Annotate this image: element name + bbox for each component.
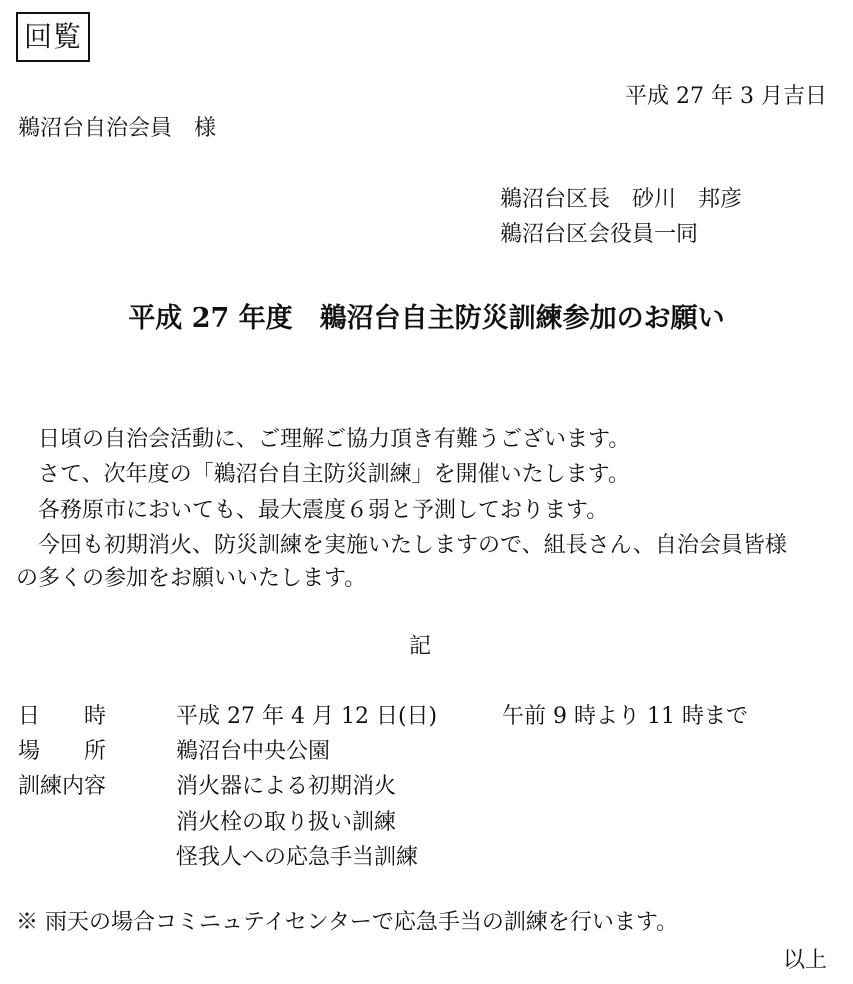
body-text: 今回も初期消火、防災訓練を実施いたしますので、組長さん、自治会員皆様 bbox=[38, 533, 787, 558]
body-paragraph-1 bbox=[16, 427, 846, 453]
body-text: 日頃の自治会活動に、ご理解ご協力頂き有難うございます。 bbox=[38, 427, 631, 452]
body-paragraph-2 bbox=[16, 462, 846, 488]
body-paragraph-3 bbox=[16, 498, 846, 524]
place-label: 場 所 bbox=[18, 739, 107, 764]
addressee: 鵜沼台自治会員 様 bbox=[18, 116, 217, 141]
rain-note: ※ 雨天の場合コミニュテイセンターで応急手当の訓練を行います。 bbox=[16, 910, 679, 935]
datetime-value: 平成 27 年 4 月 12 日(日) bbox=[176, 704, 438, 729]
content-item: 怪我人への応急手当訓練 bbox=[176, 845, 419, 870]
place-value: 鵜沼台中央公園 bbox=[176, 739, 331, 764]
body-text: 各務原市においても、最大震度６弱と予測しております。 bbox=[38, 498, 609, 523]
body-paragraph-4 bbox=[16, 533, 846, 559]
sender-line-1: 鵜沼台区長 砂川 邦彦 bbox=[500, 187, 743, 212]
content-item: 消火器による初期消火 bbox=[176, 774, 397, 799]
content-item: 消火栓の取り扱い訓練 bbox=[176, 810, 397, 835]
document-date: 平成 27 年 3 月吉日 bbox=[625, 84, 827, 109]
sender-line-2: 鵜沼台区会役員一同 bbox=[500, 222, 699, 247]
time-value: 午前 9 時より 11 時まで bbox=[502, 704, 748, 729]
content-label: 訓練内容 bbox=[18, 774, 107, 799]
document-title: 平成 27 年度 鵜沼台自主防災訓練参加のお願い bbox=[128, 303, 725, 334]
body-paragraph-4-cont: の多くの参加をお願いいたします。 bbox=[16, 566, 367, 591]
kairan-stamp: 回覧 bbox=[16, 12, 90, 62]
body-text: さて、次年度の「鵜沼台自主防災訓練」を開催いたします。 bbox=[38, 462, 630, 487]
ki-marker: 記 bbox=[409, 634, 432, 659]
datetime-label: 日 時 bbox=[18, 704, 107, 729]
closing-ijou: 以上 bbox=[782, 948, 827, 973]
